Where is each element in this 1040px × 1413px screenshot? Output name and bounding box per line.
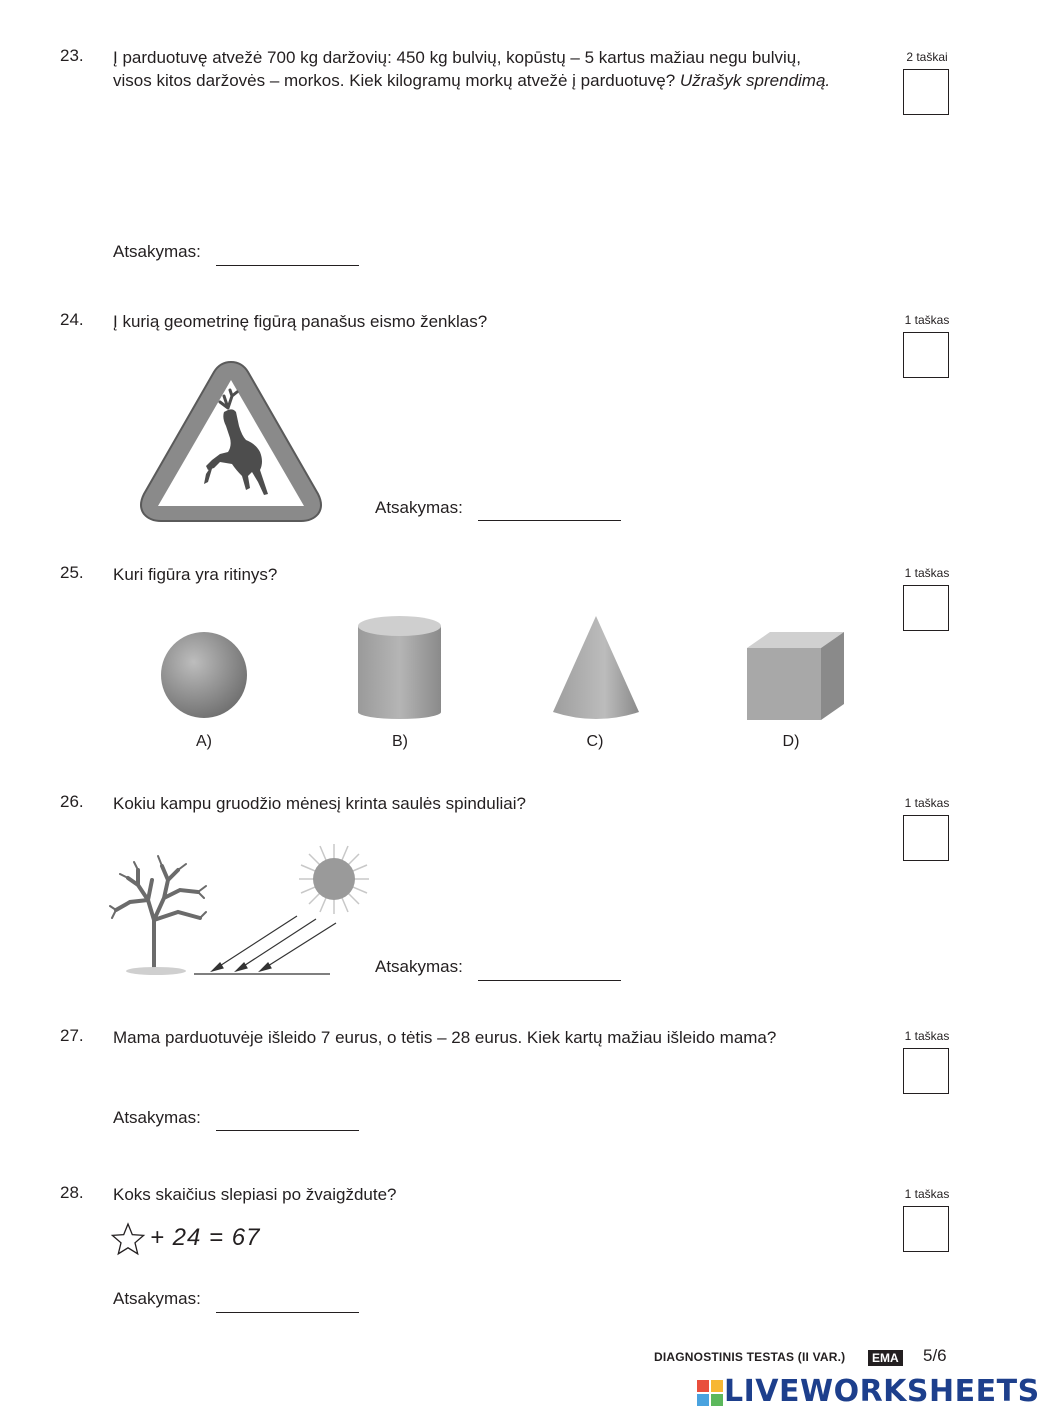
q24-points: 1 taškas <box>904 313 950 327</box>
q28-points: 1 taškas <box>904 1187 950 1201</box>
q23-text <box>113 46 830 92</box>
footer-title: DIAGNOSTINIS TESTAS (II VAR.) <box>654 1350 846 1364</box>
tree-icon <box>110 856 206 975</box>
q27-number: 27. <box>60 1026 84 1045</box>
q26-answer-label: Atsakymas: <box>375 957 463 976</box>
q25-number: 25. <box>60 563 84 582</box>
q23-points: 2 taškai <box>906 50 948 64</box>
q26-points: 1 taškas <box>904 796 950 810</box>
q28-text: Koks skaičius slepiasi po žvaigždute? <box>113 1185 397 1204</box>
q24-text: Į kurią geometrinę figūrą panašus eismo ženklas? <box>113 312 488 331</box>
q25-text: Kuri figūra yra ritinys? <box>113 565 278 584</box>
q28-score-box[interactable] <box>903 1206 949 1252</box>
cube-shape <box>747 632 844 720</box>
q26-answer-line[interactable] <box>478 979 621 981</box>
option-d-label: D) <box>782 733 800 750</box>
q26-number: 26. <box>60 792 84 811</box>
page-number: 5/6 <box>923 1346 947 1365</box>
q27-points: 1 taškas <box>904 1029 950 1043</box>
q25-score-box[interactable] <box>903 585 949 631</box>
sphere-shape <box>161 632 247 718</box>
q26-text: Kokiu kampu gruodžio mėnesį krinta saulės spinduliai? <box>113 794 526 813</box>
q23-answer-line[interactable] <box>216 264 359 266</box>
deer-warning-sign <box>136 356 326 526</box>
q24-number: 24. <box>60 310 84 329</box>
q27-score-box[interactable] <box>903 1048 949 1094</box>
liveworksheets-watermark[interactable]: LIVEWORKSHEETS <box>724 1374 1040 1409</box>
q23-instruction: Užrašyk sprendimą. <box>679 71 831 90</box>
option-a-label: A) <box>196 733 212 750</box>
q25-shapes <box>150 612 860 727</box>
q27-answer-line[interactable] <box>216 1129 359 1131</box>
cone-shape <box>553 616 639 719</box>
option-b-label: B) <box>392 733 408 750</box>
sun-icon <box>299 844 369 914</box>
sun-rays-illustration <box>108 840 373 980</box>
q23-answer-label: Atsakymas: <box>113 242 201 261</box>
ema-badge: EMA <box>868 1350 903 1366</box>
q28-number: 28. <box>60 1183 84 1202</box>
option-c-label: C) <box>586 733 604 750</box>
q26-score-box[interactable] <box>903 815 949 861</box>
q23-line2: visos kitos daržovės – morkos. Kiek kilogramų morkų atvežė į parduotuvę? Užrašyk sprendimą. <box>113 71 831 90</box>
q24-answer-label: Atsakymas: <box>375 498 463 517</box>
q27-answer-label: Atsakymas: <box>113 1108 201 1127</box>
q28-answer-line[interactable] <box>216 1311 359 1313</box>
rays-icon <box>194 916 336 974</box>
q23-line1: Į parduotuvę atvežė 700 kg daržovių: 450 kg bulvių, kopūstų – 5 kartus mažiau negu bulvių, <box>113 48 801 67</box>
cylinder-shape <box>358 616 441 719</box>
q28-answer-label: Atsakymas: <box>113 1289 201 1308</box>
q25-points: 1 taškas <box>904 566 950 580</box>
q28-equation: + 24 = 67 <box>150 1224 261 1251</box>
liveworksheets-logo-icon <box>697 1380 723 1406</box>
q23-number: 23. <box>60 46 84 65</box>
q23-score-box[interactable] <box>903 69 949 115</box>
q27-text: Mama parduotuvėje išleido 7 eurus, o tėtis – 28 eurus. Kiek kartų mažiau išleido mama? <box>113 1028 777 1047</box>
q24-answer-line[interactable] <box>478 519 621 521</box>
star-icon <box>110 1222 146 1256</box>
q24-score-box[interactable] <box>903 332 949 378</box>
